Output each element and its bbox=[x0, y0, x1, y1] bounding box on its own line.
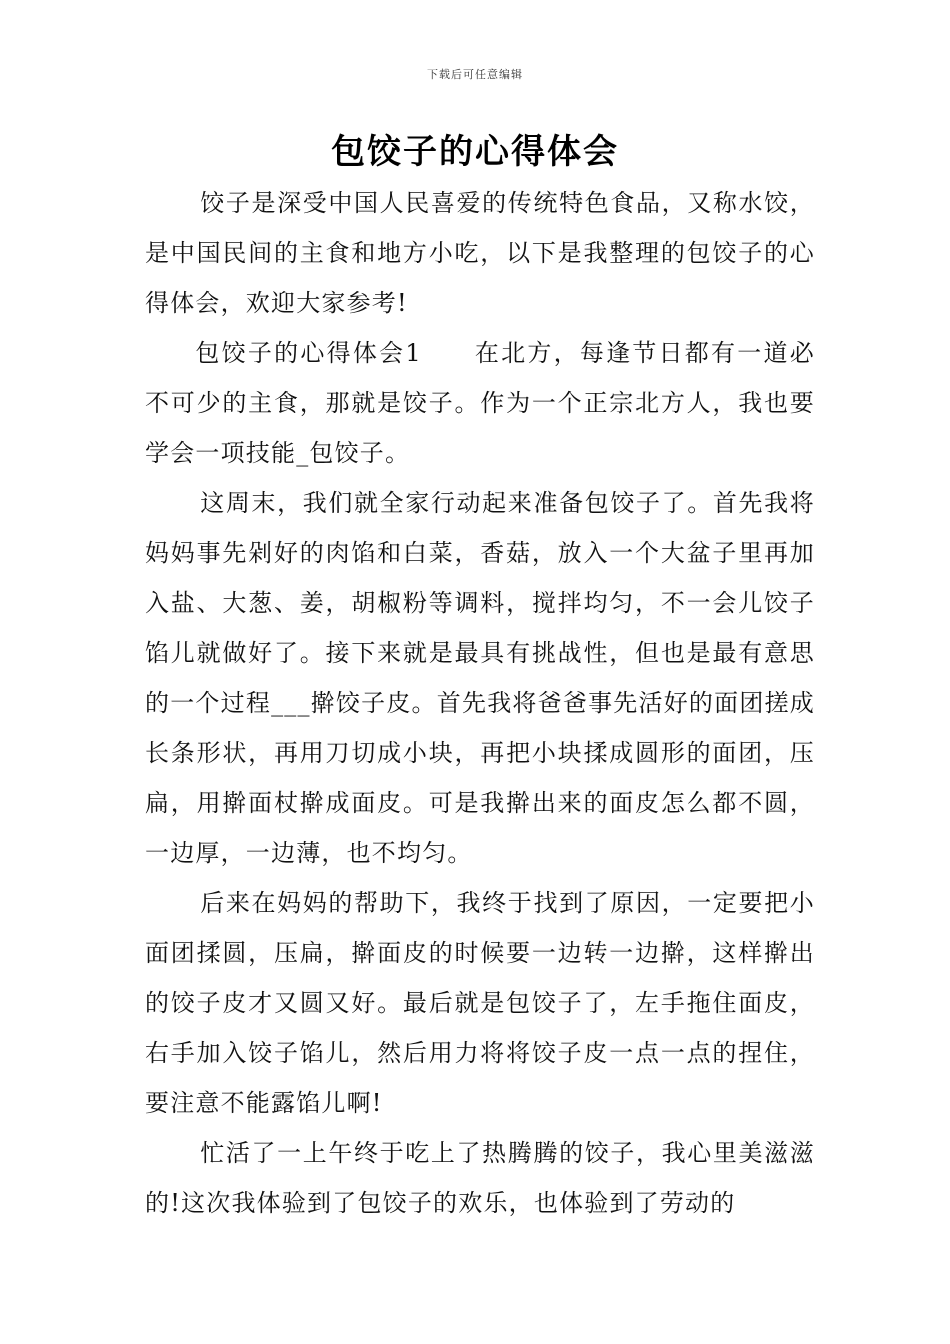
body-paragraph: 忙活了一上午终于吃上了热腾腾的饺子，我心里美滋滋的!这次我体验到了包饺子的欢乐，也体验到了劳动的 bbox=[145, 1139, 815, 1217]
body-paragraph: 后来在妈妈的帮助下，我终于找到了原因，一定要把小面团揉圆，压扁，擀面皮的时候要一边转一边擀，这样擀出的饺子皮才又圆又好。最后就是包饺子了，左手拖住面皮，右手加入饺子馅儿，然后用力将将饺子皮一点一点的捏住，要注意不能露馅儿啊! bbox=[145, 889, 815, 1117]
section-1-paragraph bbox=[145, 328, 815, 478]
document-body bbox=[145, 178, 815, 1228]
section-1-text: 在北方，每逢节日都有一道必不可少的主食，那就是饺子。作为一个正宗北方人，我也要学会一项技能_包饺子。 bbox=[145, 339, 815, 467]
body-paragraph: 这周末，我们就全家行动起来准备包饺子了。首先我将妈妈事先剁好的肉馅和白菜，香菇，放入一个大盆子里再加入盐、大葱、姜，胡椒粉等调料，搅拌均匀，不一会儿饺子馅儿就做好了。接下来就是最具有挑战性，但也是最有意思的一个过程___擀饺子皮。首先我将爸爸事先活好的面团搓成长条形状，再用刀切成小块，再把小块揉成圆形的面团，压扁，用擀面杖擀成面皮。可是我擀出来的面皮怎么都不圆，一边厚，一边薄，也不均匀。 bbox=[145, 489, 815, 867]
header-note: 下载后可任意编辑 bbox=[427, 68, 523, 81]
section-heading: 包饺子的心得体会1 bbox=[195, 339, 422, 367]
intro-paragraph: 饺子是深受中国人民喜爱的传统特色食品，又称水饺，是中国民间的主食和地方小吃，以下是我整理的包饺子的心得体会，欢迎大家参考! bbox=[145, 189, 815, 317]
document-title: 包饺子的心得体会 bbox=[331, 132, 619, 172]
